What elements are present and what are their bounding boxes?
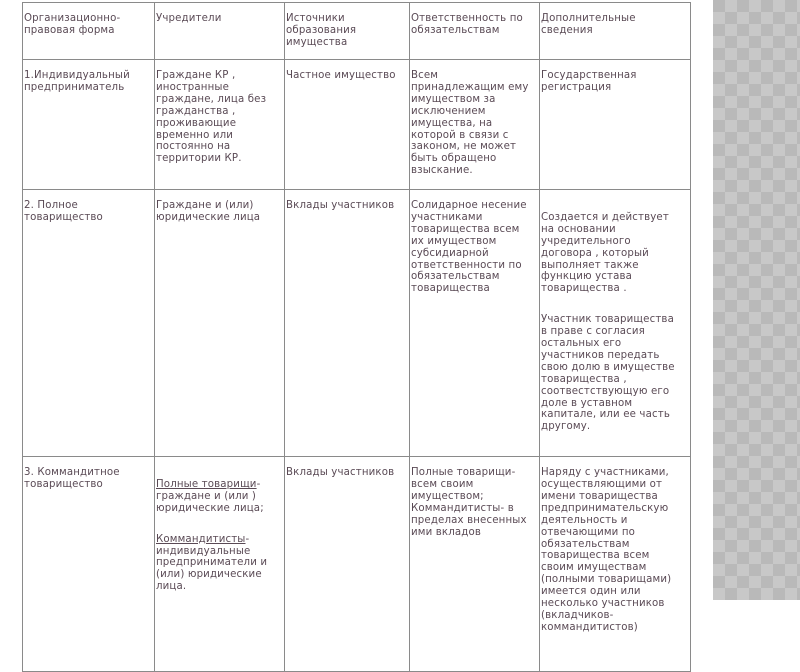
table-row	[23, 60, 691, 190]
header-form: Организационно- правовая форма	[23, 3, 155, 60]
limited-partners-label: Коммандитисты	[156, 533, 246, 545]
limited-partners-text: - индивидуальные предприниматели и (или) юридические лица.	[156, 533, 268, 593]
full-partners-label: Полные товарищи	[156, 479, 257, 491]
full-partners	[156, 479, 283, 515]
table-row	[23, 190, 691, 457]
cell-liability: Солидарное несение участниками товарищества всем их имуществом субсидиарной ответственности по обязательствам товарищества	[410, 190, 540, 457]
cell-sources: Вклады участников	[285, 457, 410, 672]
decorative-background-pattern	[713, 0, 800, 600]
cell-sources: Вклады участников	[285, 190, 410, 457]
cell-form: 2. Полное товарищество	[23, 190, 155, 457]
info-paragraph: Участник товарищества в праве с согласия остальных его участников передать свою долю в имуществе товарищества , соотвестствующую его доле в уставном капитале, или ее часть другому.	[541, 314, 675, 433]
cell-form: 3. Коммандитное товарищество	[23, 457, 155, 672]
cell-info	[540, 190, 691, 457]
cell-info: Наряду с участниками, осуществляющими от имени товарищества предпринимательскую деятельность и отвечающими по обязательствам товарищества всем своим имуществам (полными товарищами) имеется один или несколько участников (вкладчиков- коммандитистов)	[540, 457, 691, 672]
cell-founders: Граждане КР , иностранные граждане, лица без гражданства , проживающие временно или постоянно на территории КР.	[155, 60, 285, 190]
header-liability: Ответственность по обязательствам	[410, 3, 540, 60]
header-info: Дополнительные сведения	[540, 3, 691, 60]
full-partners-text: - граждане и (или ) юридические лица;	[156, 479, 264, 514]
header-founders: Учредители	[155, 3, 285, 60]
info-paragraph: Создается и действует на основании учредительного договора , который выполняет также функцию устава товарищества .	[541, 211, 669, 295]
cell-founders: Граждане и (или) юридические лица	[155, 190, 285, 457]
cell-info: Государственная регистрация	[540, 60, 691, 190]
cell-founders	[155, 457, 285, 672]
cell-liability: Полные товарищи- всем своим имуществом; Коммандитисты- в пределах внесенных ими вкладов	[410, 457, 540, 672]
table-row	[23, 457, 691, 672]
header-sources: Источники образования имущества	[285, 3, 410, 60]
cell-sources: Частное имущество	[285, 60, 410, 190]
cell-form: 1.Индивидуальный предприниматель	[23, 60, 155, 190]
limited-partners	[156, 534, 283, 594]
cell-liability: Всем принадлежащим ему имуществом за исключением имущества, на которой в связи с законом, не может быть обращено взыскание.	[410, 60, 540, 190]
table-header-row	[23, 3, 691, 60]
legal-forms-table	[22, 2, 691, 672]
